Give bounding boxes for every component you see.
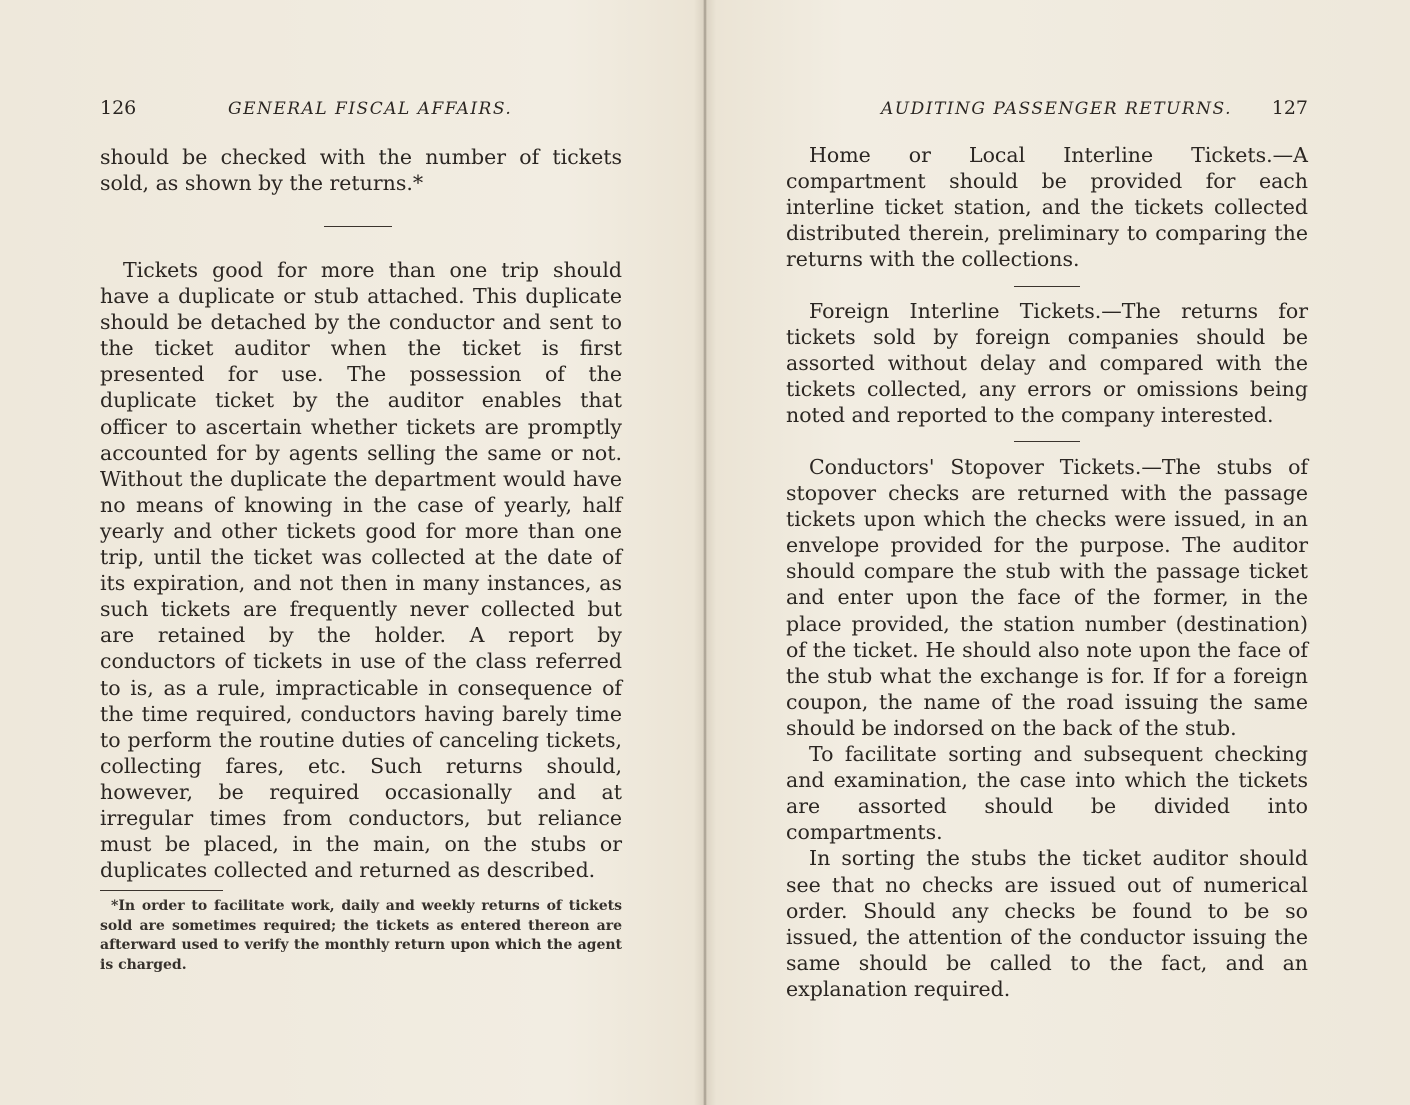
continuation-paragraph: should be checked with the number of tickets sold, as shown by the returns.* (100, 145, 622, 196)
left-page-number: 126 (100, 97, 137, 119)
stubs-paragraph: In sorting the stubs the ticket auditor should see that no checks are issued out of numerical order. Should any checks be found to be so issued, the attention of the conductor issuing the same should be called to the fact, and an explanation required. (786, 846, 1308, 1001)
book-gutter (703, 0, 707, 1105)
footnote-text: *In order to facilitate work, daily and weekly returns of tickets sold are sometimes required; the tickets as entered thereon are afterward used to verify the monthly return upon which the agent is charged. (100, 898, 622, 974)
left-running-head (100, 97, 622, 123)
home-tickets-section (786, 142, 1308, 272)
section-divider (1014, 441, 1080, 442)
left-page (100, 0, 622, 1105)
foreign-tickets-section (786, 298, 1308, 428)
left-body-text (100, 257, 622, 883)
section-divider (324, 226, 392, 227)
left-continuation-text (100, 144, 622, 196)
section-divider (1014, 286, 1080, 287)
footnote (100, 897, 622, 976)
duplicate-tickets-paragraph: Tickets good for more than one trip should have a duplicate or stub attached. This duplicate should be detached by the conductor and sent to the ticket auditor when the ticket is first presented for use. The possession of the duplicate ticket by the auditor enables that officer to ascertain whether tickets are promptly accounted for by agents selling the same or not. Without the duplicate the department would have no means of knowing in the case of yearly, half yearly and other tickets good for more than one trip, until the ticket was collected at the date of its expiration, and not then in many instances, as such tickets are frequently never collected but are retained by the holder. A report by conductors of tickets in use of the class referred to is, as a rule, impracticable in consequence of the time required, conductors having barely time to perform the routine duties of canceling tickets, collecting fares, etc. Such returns should, however, be required occasionally and at irregular times from conductors, but reliance must be placed, in the main, on the stubs or duplicates collected and returned as described. (100, 258, 622, 883)
foreign-tickets-paragraph: Foreign Interline Tickets.—The returns for tickets sold by foreign companies should be assorted without delay and compared with the tickets collected, any errors or omissions being noted and reported to the company interested. (786, 299, 1308, 428)
right-running-head (786, 97, 1308, 123)
right-page (786, 0, 1308, 1105)
right-running-title: AUDITING PASSENGER RETURNS. (881, 99, 1232, 119)
right-page-number: 127 (1271, 97, 1308, 119)
left-running-title: GENERAL FISCAL AFFAIRS. (228, 99, 513, 119)
footnote-rule (100, 890, 223, 891)
home-tickets-paragraph: Home or Local Interline Tickets.—A compartment should be provided for each interline ticket station, and the tickets collected distributed therein, preliminary to comparing the returns with the collections. (786, 143, 1308, 272)
stopover-tickets-section (786, 454, 1308, 1002)
stopover-tickets-paragraph: Conductors' Stopover Tickets.—The stubs of stopover checks are returned with the passage tickets upon which the checks were issued, in an envelope provided for the purpose. The auditor should compare the stub with the passage ticket and enter upon the face of the former, in the place provided, the station number (destination) of the ticket. He should also note upon the face of the stub what the exchange is for. If for a foreign coupon, the name of the road issuing the same should be indorsed on the back of the stub. (786, 455, 1308, 740)
sorting-paragraph: To facilitate sorting and subsequent checking and examination, the case into which the tickets are assorted should be divided into compartments. (786, 742, 1308, 845)
